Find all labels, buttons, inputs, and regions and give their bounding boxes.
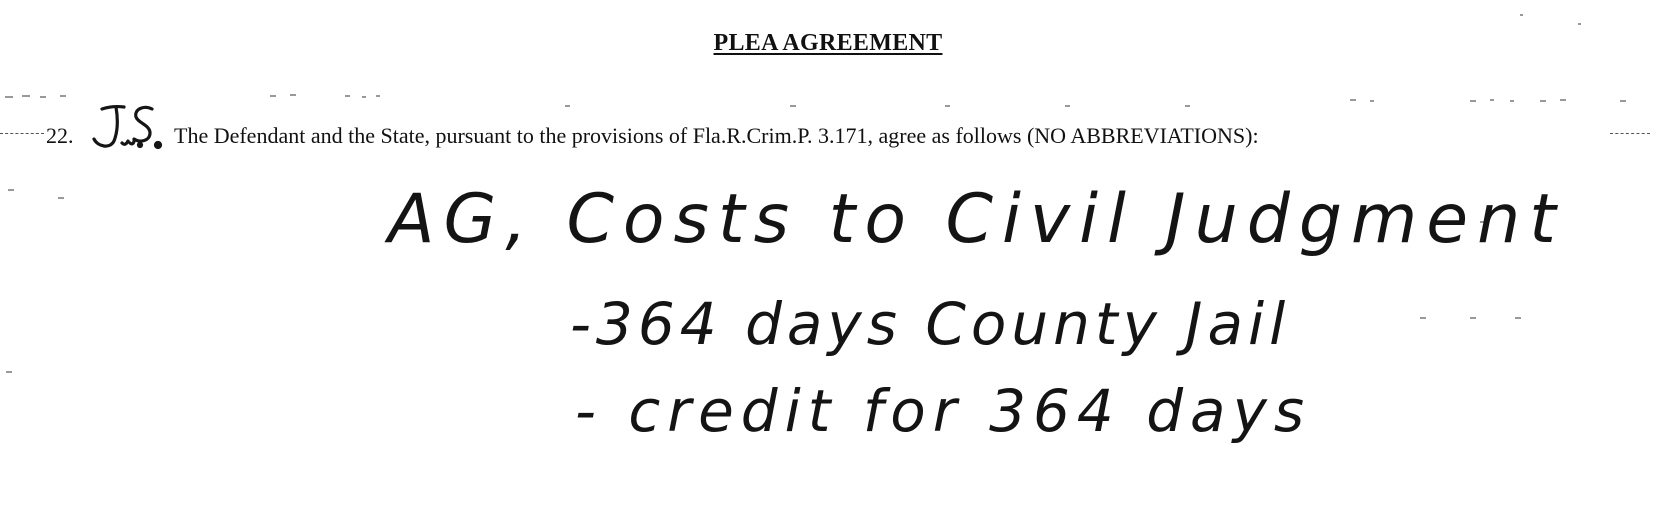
- document-title-text: PLEA AGREEMENT: [713, 30, 943, 56]
- handwritten-term-1: AG, Costs to Civil Judgment: [388, 180, 1565, 259]
- clause-number: 22.: [46, 123, 74, 148]
- handwritten-term-3: - credit for 364 days: [575, 377, 1312, 445]
- clause-text: The Defendant and the State, pursuant to the provisions of Fla.R.Crim.P. 3.171, agree as follows (NO ABBREVIATIONS):: [174, 123, 1259, 148]
- handwritten-term-2: -364 days County Jail: [570, 290, 1291, 358]
